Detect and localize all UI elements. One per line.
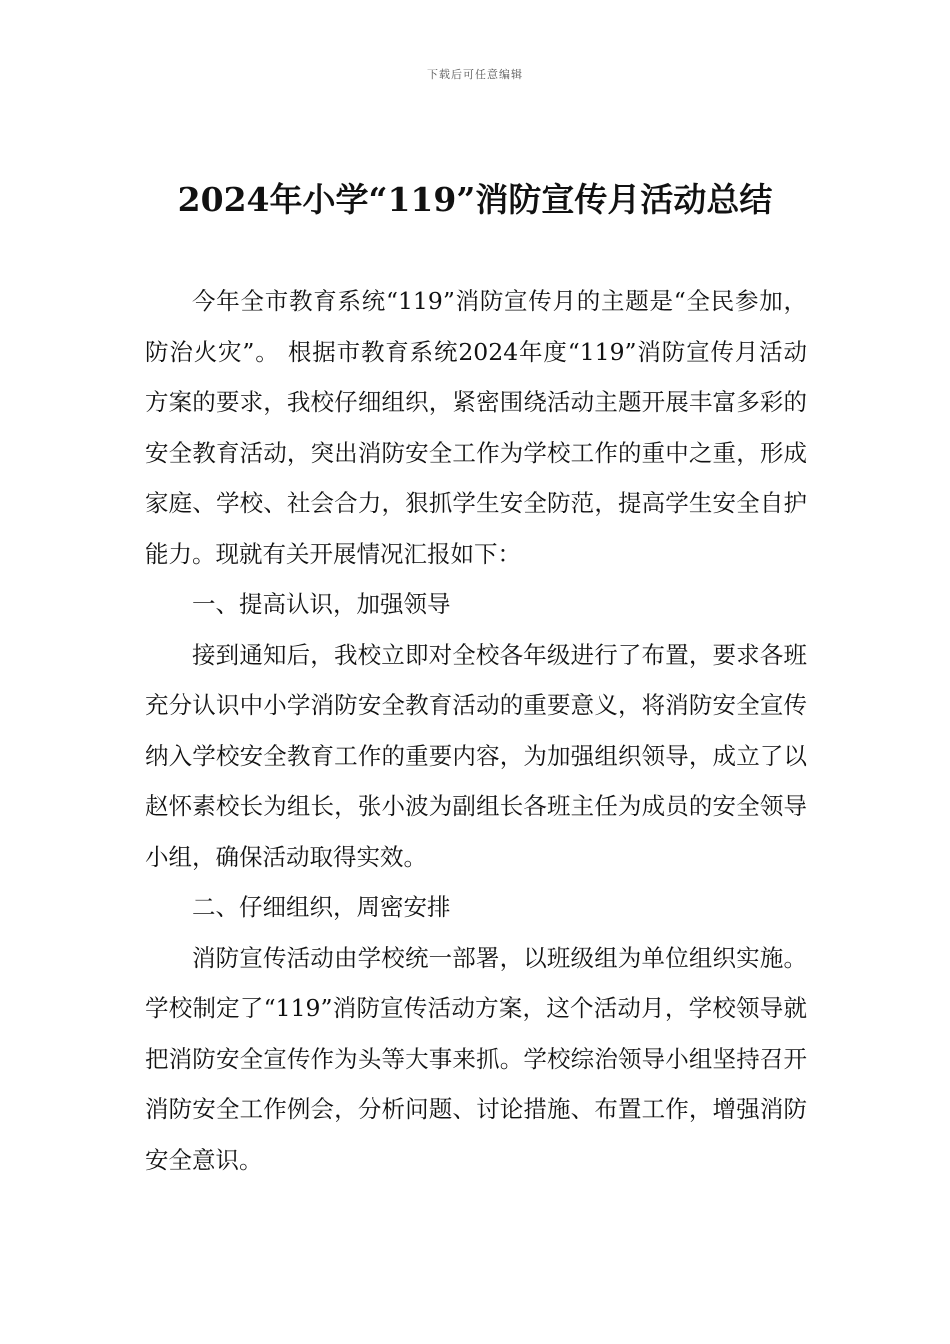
document-title: 2024年小学“119”消防宣传月活动总结	[177, 180, 773, 219]
paragraph-intro: 今年全市教育系统“119”消防宣传月的主题是“全民参加，防治火灾”。 根据市教育系统2024年度“119”消防宣传月活动方案的要求，我校仔细组织，紧密围绕活动主题开展丰富多彩的安全教育活动，突出消防安全工作为学校工作的重中之重，形成家庭、学校、社会合力，狠抓学生安全防范，提高学生安全自护能力。现就有关开展情况汇报如下：	[145, 287, 807, 568]
section-heading-1: 一、提高认识，加强领导	[192, 590, 451, 618]
section-heading-2: 二、仔细组织，周密安排	[192, 893, 451, 921]
paragraph-section-2: 消防宣传活动由学校统一部署，以班级组为单位组织实施。学校制定了“119”消防宣传活动方案，这个活动月，学校领导就把消防安全宣传作为头等大事来抓。学校综治领导小组坚持召开消防安全工作例会，分析问题、讨论措施、布置工作，增强消防安全意识。	[145, 943, 807, 1174]
header-note: 下载后可任意编辑	[427, 68, 523, 81]
paragraph-section-1: 接到通知后，我校立即对全校各年级进行了布置，要求各班充分认识中小学消防安全教育活动的重要意义，将消防安全宣传纳入学校安全教育工作的重要内容，为加强组织领导，成立了以赵怀素校长为组长，张小波为副组长各班主任为成员的安全领导小组，确保活动取得实效。	[145, 640, 807, 871]
document-body	[145, 276, 807, 1185]
